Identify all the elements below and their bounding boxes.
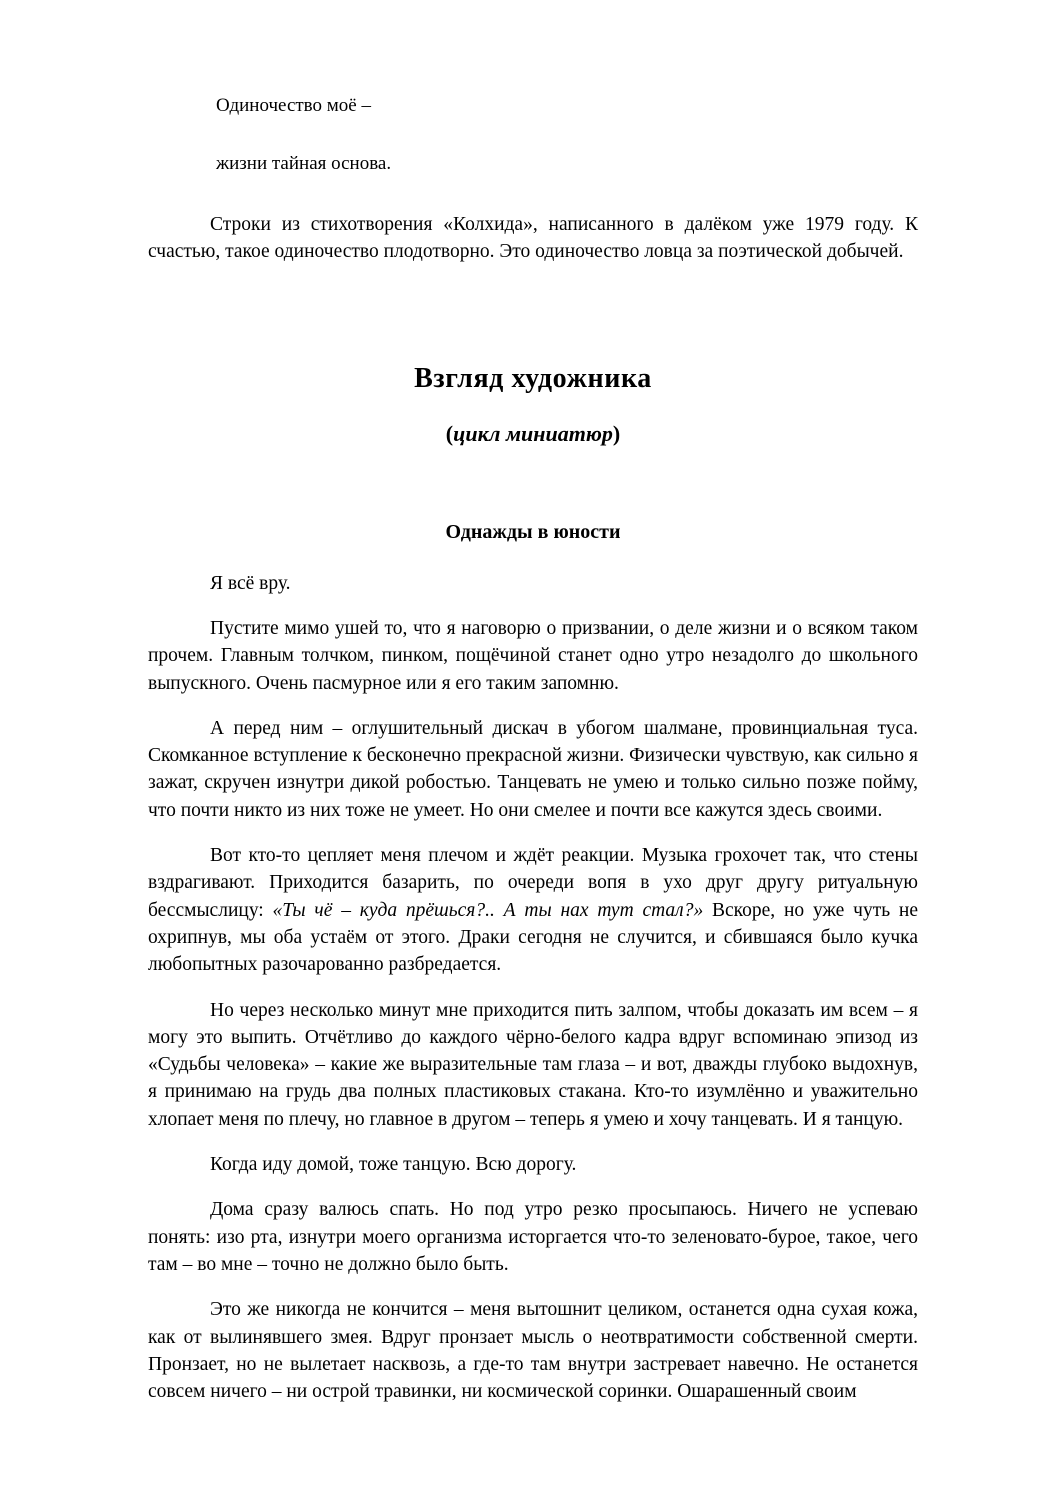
paragraph-4-text-before-quote: Вот кто-то цепляет меня плечом и ждёт реакции. Музыка грохочет так, что стены вздрагивают. Приходится базарить, по очереди вопя в ухо друг другу ритуальную бессмыслицу: [148,845,918,921]
intro-paragraph: Строки из стихотворения «Колхида», написанного в далёком уже 1979 году. К счастью, такое одиночество плодотворно. Это одиночество ловца за поэтической добычей. [148,214,918,263]
subtitle-close-paren: ) [612,421,621,447]
subtitle-text: цикл миниатюр [453,421,613,447]
body-paragraph-6: Когда иду домой, тоже танцую. Всю дорогу. [210,1154,577,1176]
subtitle [148,421,918,447]
body-paragraph-7: Дома сразу валюсь спать. Но под утро резко просыпаюсь. Ничего не успеваю понять: изо рта, изнутри моего организма исторгается что-то зеленовато-бурое, такое, чего там – во мне – точно не должно было быть. [148,1199,918,1275]
title-block [148,362,918,448]
body-paragraph-4 [148,842,918,978]
body-paragraph-5: Но через несколько минут мне приходится пить залпом, чтобы доказать им всем – я могу это выпить. Отчётливо до каждого чёрно-белого кадра вдруг вспоминаю эпизод из «Судьбы человека» – какие же выразительные там глаза – и вот, дважды глубоко выдохнув, я принимаю на грудь два полных пластиковых стакана. Кто-то изумлённо и уважительно хлопает меня по плечу, но главное в другом – теперь я умею и хочу танцевать. И я танцую. [148,999,918,1130]
epigraph-line-1: Одиночество моё – [216,95,371,116]
body-paragraph-8: Это же никогда не кончится – меня вытошнит целиком, останется одна сухая кожа, как от вылинявшего змея. Вдруг пронзает мысль о неотвратимости собственной смерти. Пронзает, но не вылетает насквозь, а где-то там внутри застревает навечно. Не останется совсем ничего – ни острой травинки, ни космической соринки. Ошарашенный своим [148,1299,918,1403]
subtitle-open-paren: ( [445,421,454,447]
paragraph-4-text-after-quote: Вскоре, но уже чуть не охрипнув, мы оба устаём от этого. Драки сегодня не случится, и сбившаяся было кучка любопытных разочарованно разбредается. [148,899,918,976]
body-paragraph-2: Пустите мимо ушей то, что я наговорю о призвании, о деле жизни и о всяком таком прочем. Главным толчком, пинком, пощёчиной станет одно утро незадолго до школьного выпускного. Очень пасмурное или я его таким запомню. [148,617,918,694]
body-paragraph-3: А перед ним – оглушительный дискач в убогом шалмане, провинциальная туса. Скомканное вступление к бесконечно прекрасной жизни. Физически чувствую, как сильно я зажат, скручен изнутри дикой робостью. Танцевать не умею и только сильно позже пойму, что почти никто из них тоже не умеет. Но они смелее и почти все кажутся здесь своими. [148,717,918,821]
page-title: Взгляд художника [414,362,652,394]
section-heading: Однажды в юности [445,520,621,543]
page-content [148,92,918,1423]
body-paragraph-1: Я всё вру. [210,572,291,594]
epigraph-line-2: жизни тайная основа. [216,152,392,174]
dialogue-quote: «Ты чё – куда прёшься?.. А ты нах тут стал?» [272,899,704,921]
